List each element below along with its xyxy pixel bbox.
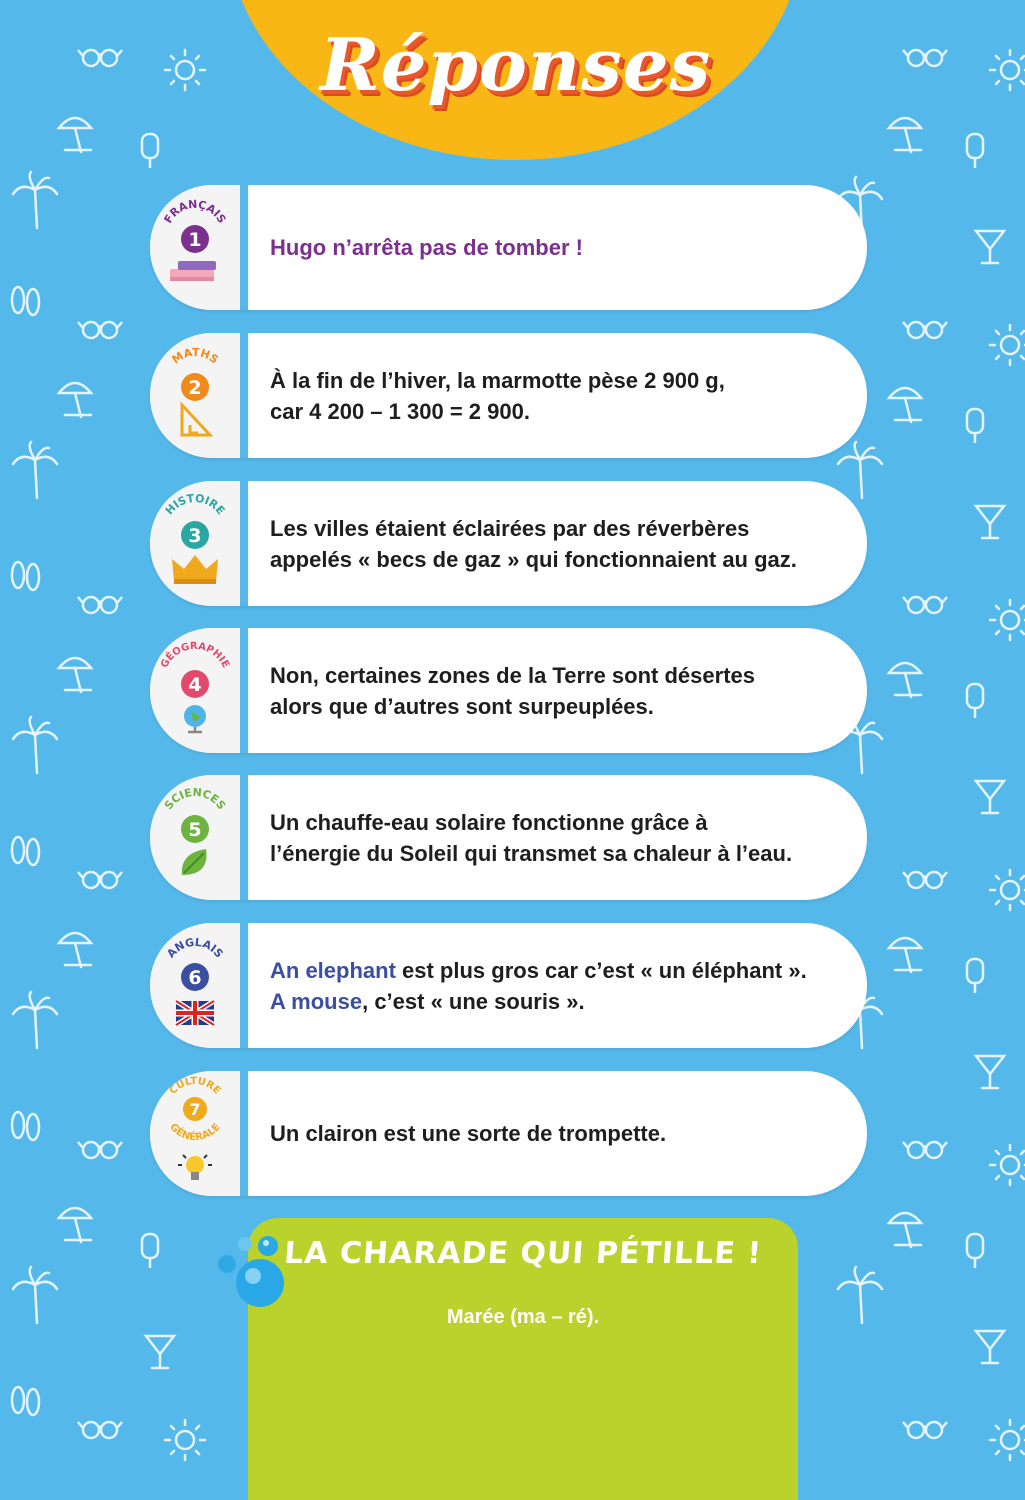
svg-text:GÉOGRAPHIE <box>159 641 231 670</box>
answer-text <box>270 185 847 310</box>
answer-line: À la fin de l’hiver, la marmotte pèse 2 900 g, <box>270 367 725 393</box>
question-number: 1 <box>188 229 202 251</box>
answer-text <box>270 333 847 458</box>
leaf-icon <box>182 849 207 875</box>
page-title: Réponses <box>319 22 712 107</box>
card-divider <box>240 481 248 606</box>
subject-label: MATHS <box>169 345 221 367</box>
answer-text <box>270 481 847 606</box>
subject-label: ANGLAIS <box>164 935 226 961</box>
question-number: 5 <box>188 819 202 841</box>
subject-badge-francais <box>150 185 240 310</box>
answer-line: Hugo n’arrêta pas de tomber ! <box>270 235 583 260</box>
globe-icon <box>184 705 206 732</box>
subject-label: GÉOGRAPHIE <box>159 640 231 670</box>
answer-line: l’énergie du Soleil qui transmet sa chaleur à l’eau. <box>270 840 793 866</box>
question-number: 6 <box>188 967 202 989</box>
answer-card-culture-generale <box>150 1071 867 1196</box>
set-square-icon <box>182 405 210 435</box>
answer-card-geographie <box>150 628 867 753</box>
answer-text <box>270 1071 847 1196</box>
charade-answer: Marée (ma – ré). <box>446 1306 600 1328</box>
subject-badge-histoire <box>150 481 240 606</box>
question-number: 3 <box>188 525 202 547</box>
subject-badge-geographie <box>150 628 240 753</box>
card-divider <box>240 185 248 310</box>
answer-line: alors que d’autres sont surpeuplées. <box>270 693 654 719</box>
answer-line: appelés « becs de gaz » qui fonctionnaient au gaz. <box>270 546 797 572</box>
crown-icon <box>172 555 218 584</box>
uk-flag-icon <box>176 1001 214 1025</box>
lightbulb-icon <box>178 1155 212 1180</box>
answer-text <box>270 775 847 900</box>
subject-badge-maths <box>150 333 240 458</box>
bubbles-icon <box>205 1228 295 1318</box>
question-number: 4 <box>188 674 202 696</box>
answer-card-sciences <box>150 775 867 900</box>
svg-text:SCIENCES <box>162 786 228 812</box>
card-divider <box>240 775 248 900</box>
svg-text:GÉNÉRALE <box>167 1122 222 1144</box>
subject-badge-culture-generale <box>150 1071 240 1196</box>
answer-line: car 4 200 – 1 300 = 2 900. <box>270 398 530 424</box>
svg-text:HISTOIRE <box>163 492 228 518</box>
answer-text <box>270 628 847 753</box>
english-word: A mouse <box>270 988 363 1014</box>
answer-card-maths <box>150 333 867 458</box>
subject-badge-anglais <box>150 923 240 1048</box>
subject-label: FRANÇAIS <box>161 197 229 226</box>
answer-line: An elephant est plus gros car c’est « un éléphant ». <box>270 957 807 983</box>
answer-card-histoire <box>150 481 867 606</box>
subject-label: HISTOIRE <box>162 491 228 518</box>
answer-line: Les villes étaient éclairées par des réverbères <box>270 515 750 541</box>
card-divider <box>240 628 248 753</box>
svg-text:FRANÇAIS <box>162 198 229 226</box>
card-divider <box>240 1071 248 1196</box>
answer-line: Un clairon est une sorte de trompette. <box>270 1121 667 1146</box>
card-divider <box>240 333 248 458</box>
answer-card-francais <box>150 185 867 310</box>
subject-badge-sciences <box>150 775 240 900</box>
answer-card-anglais <box>150 923 867 1048</box>
answer-line: A mouse, c’est « une souris ». <box>270 988 585 1014</box>
card-divider <box>240 923 248 1048</box>
books-icon <box>170 261 216 281</box>
subject-label: CULTURE <box>167 1075 223 1097</box>
subject-label: SCIENCES <box>161 785 229 813</box>
question-number: 7 <box>189 1100 201 1119</box>
charade-box <box>248 1218 798 1500</box>
svg-text:CULTURE <box>168 1076 223 1097</box>
english-word: An elephant <box>270 957 396 983</box>
answer-text <box>270 923 847 1048</box>
answer-line: Non, certaines zones de la Terre sont désertes <box>270 662 755 688</box>
svg-text:ANGLAIS <box>164 936 225 961</box>
svg-text:MATHS <box>170 346 221 367</box>
charade-title: LA CHARADE QUI PÉTILLE ! <box>282 1236 764 1271</box>
subject-label: GÉNÉRALE <box>167 1121 223 1144</box>
question-number: 2 <box>188 377 202 399</box>
answer-line: Un chauffe-eau solaire fonctionne grâce à <box>270 809 708 835</box>
